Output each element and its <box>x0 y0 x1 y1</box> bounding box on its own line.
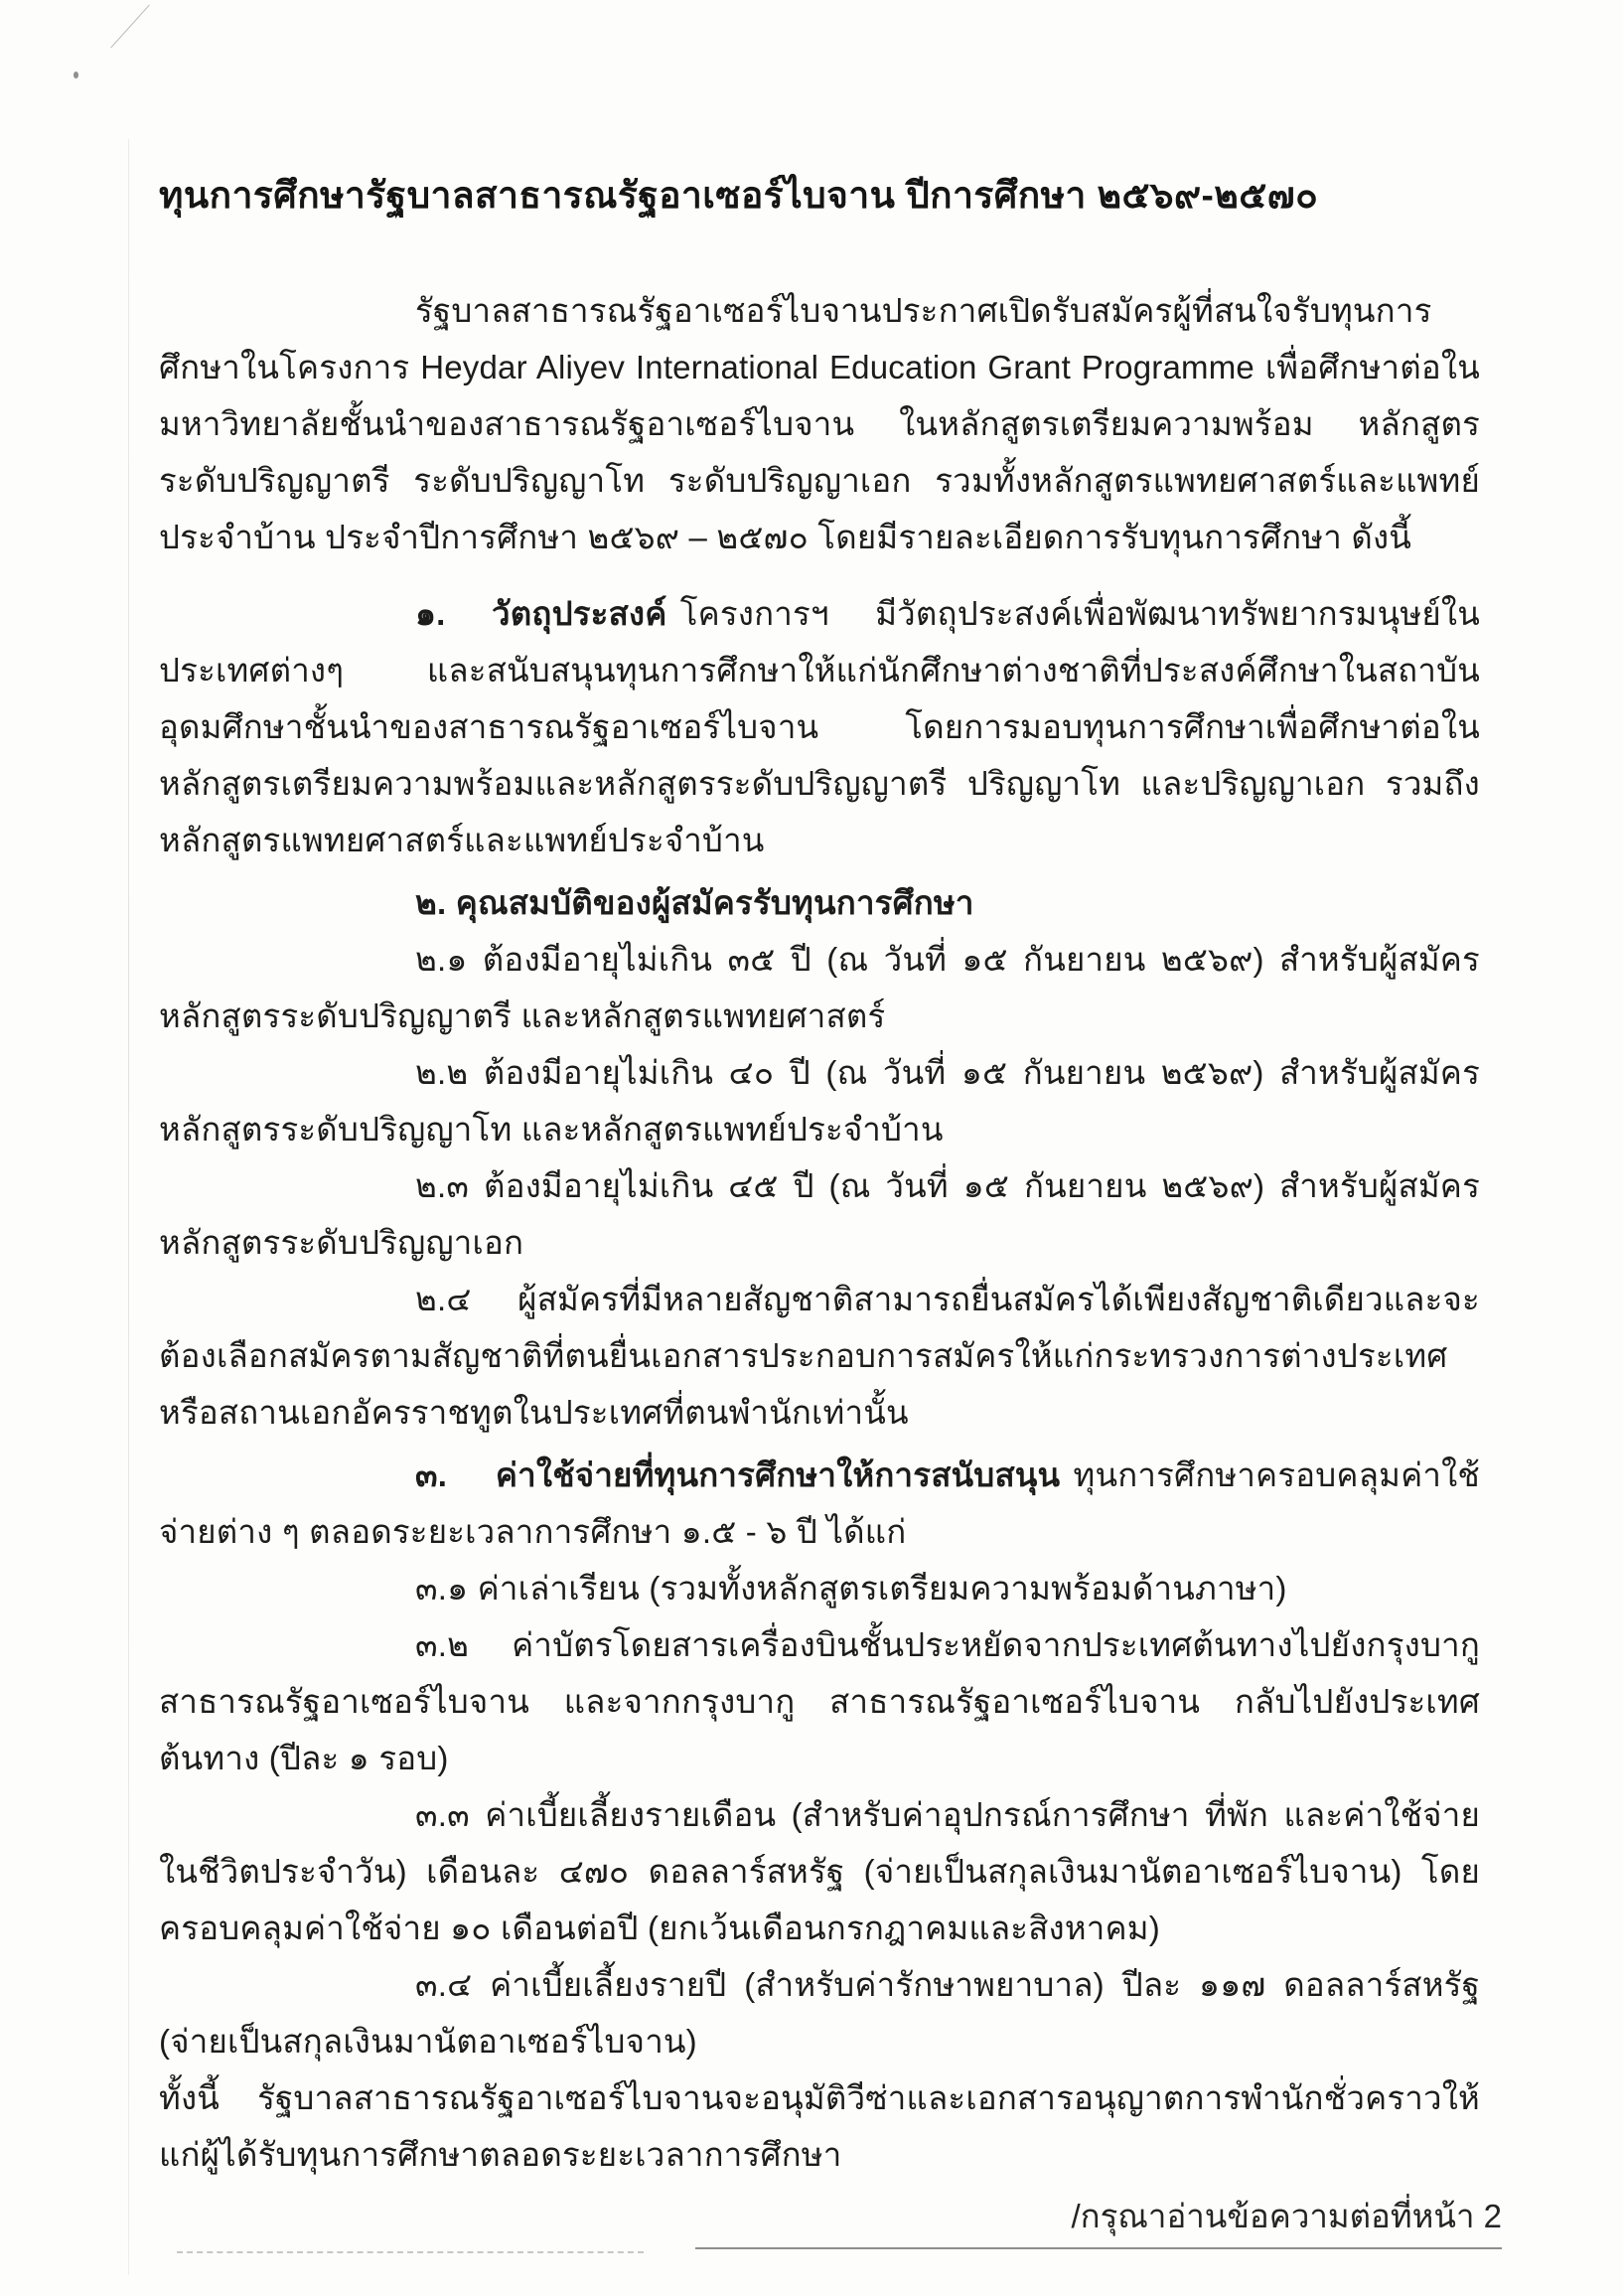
intro-paragraph: รัฐบาลสาธารณรัฐอาเซอร์ไบจานประกาศเปิดรับสมัครผู้ที่สนใจรับทุนการศึกษาในโครงการ Heydar Aliyev International Education Grant Programme เพื่อศึกษาต่อในมหาวิทยาลัยชั้นนำของสาธารณรัฐอาเซอร์ไบจาน ในหลักสูตรเตรียมความพร้อม หลักสูตรระดับปริญญาตรี ระดับปริญญาโท ระดับปริญญาเอก รวมทั้งหลักสูตรแพทยศาสตร์และแพทย์ประจำบ้าน ประจำปีการศึกษา ๒๕๖๙ – ๒๕๗๐ โดยมีรายละเอียดการรับทุนการศึกษา ดังนี้ <box>159 292 1480 555</box>
section2-item-2: ๒.๒ ต้องมีอายุไม่เกิน ๔๐ ปี (ณ วันที่ ๑๕ กันยายน ๒๕๖๙) สำหรับผู้สมัครหลักสูตรระดับปริญญาโท และหลักสูตรแพทย์ประจำบ้าน <box>159 1054 1480 1148</box>
scan-artifact-left-edge <box>128 139 129 2275</box>
section1-paragraph <box>159 585 1480 868</box>
section3-item-3: ๓.๓ ค่าเบี้ยเลี้ยงรายเดือน (สำหรับค่าอุปกรณ์การศึกษา ที่พัก และค่าใช้จ่ายในชีวิตประจำวัน) เดือนละ ๔๗๐ ดอลลาร์สหรัฐ (จ่ายเป็นสกุลเงินมานัตอาเซอร์ไบจาน) โดยครอบคลุมค่าใช้จ่าย ๑๐ เดือนต่อปี (ยกเว้นเดือนกรกฎาคมและสิงหาคม) <box>159 1796 1480 1946</box>
section3-paragraph <box>159 1447 1480 1560</box>
section3-item-4: ๓.๔ ค่าเบี้ยเลี้ยงรายปี (สำหรับค่ารักษาพยาบาล) ปีละ ๑๑๗ ดอลลาร์สหรัฐ (จ่ายเป็นสกุลเงินมานัตอาเซอร์ไบจาน) <box>159 1966 1480 2060</box>
section2-item-4: ๒.๔ ผู้สมัครที่มีหลายสัญชาติสามารถยื่นสมัครได้เพียงสัญชาติเดียวและจะต้องเลือกสมัครตามสัญชาติที่ตนยื่นเอกสารประกอบการสมัครให้แก่กระทรวงการต่างประเทศหรือสถานเอกอัครราชทูตในประเทศที่ตนพำนักเท่านั้น <box>159 1281 1480 1431</box>
section3-body: ทุนการศึกษาครอบคลุมค่าใช้จ่ายต่าง ๆ ตลอดระยะเวลาการศึกษา ๑.๕ - ๖ ปี ได้แก่ <box>159 1456 1480 1550</box>
section1-heading: ๑. วัตถุประสงค์ <box>415 595 667 632</box>
section3-item-1: ๓.๑ ค่าเล่าเรียน (รวมทั้งหลักสูตรเตรียมความพร้อมด้านภาษา) <box>415 1570 1287 1607</box>
section2-item-1: ๒.๑ ต้องมีอายุไม่เกิน ๓๕ ปี (ณ วันที่ ๑๕ กันยายน ๒๕๖๙) สำหรับผู้สมัครหลักสูตรระดับปริญญาตรี และหลักสูตรแพทยศาสตร์ <box>159 941 1480 1034</box>
page-continuation-note: /กรุณาอ่านข้อความต่อที่หน้า 2 <box>1071 2198 1502 2234</box>
scan-artifact-dot <box>74 72 78 78</box>
section2-item-3: ๒.๓ ต้องมีอายุไม่เกิน ๔๕ ปี (ณ วันที่ ๑๕ กันยายน ๒๕๖๙) สำหรับผู้สมัครหลักสูตรระดับปริญญาเอก <box>159 1167 1480 1261</box>
footer-underline-rule <box>695 2247 1502 2249</box>
scan-artifact-diagonal <box>110 5 150 49</box>
closing-note: ทั้งนี้ รัฐบาลสาธารณรัฐอาเซอร์ไบจานจะอนุมัติวีซ่าและเอกสารอนุญาตการพำนักชั่วคราวให้แก่ผู้ได้รับทุนการศึกษาตลอดระยะเวลาการศึกษา <box>159 2079 1480 2173</box>
section2-heading: ๒. คุณสมบัติของผู้สมัครรับทุนการศึกษา <box>415 884 974 921</box>
section1-body: โครงการฯ มีวัตถุประสงค์เพื่อพัฒนาทรัพยากรมนุษย์ในประเทศต่างๆ และสนับสนุนทุนการศึกษาให้แก่นักศึกษาต่างชาติที่ประสงค์ศึกษาในสถาบันอุดมศึกษาชั้นนำของสาธารณรัฐอาเซอร์ไบจาน โดยการมอบทุนการศึกษาเพื่อศึกษาต่อในหลักสูตรเตรียมความพร้อมและหลักสูตรระดับปริญญาตรี ปริญญาโท และปริญญาเอก รวมถึงหลักสูตรแพทยศาสตร์และแพทย์ประจำบ้าน <box>159 595 1480 858</box>
section3-item-2: ๓.๒ ค่าบัตรโดยสารเครื่องบินชั้นประหยัดจากประเทศต้นทางไปยังกรุงบากู สาธารณรัฐอาเซอร์ไบจาน และจากกรุงบากู สาธารณรัฐอาเซอร์ไบจาน กลับไปยังประเทศต้นทาง (ปีละ ๑ รอบ) <box>159 1626 1480 1776</box>
footer-faint-rule <box>177 2251 644 2254</box>
section3-heading: ๓. ค่าใช้จ่ายที่ทุนการศึกษาให้การสนับสนุน <box>415 1456 1061 1493</box>
page-title: ทุนการศึกษารัฐบาลสาธารณรัฐอาเซอร์ไบจาน ปีการศึกษา ๒๕๖๙-๒๕๗๐ <box>159 175 1319 216</box>
